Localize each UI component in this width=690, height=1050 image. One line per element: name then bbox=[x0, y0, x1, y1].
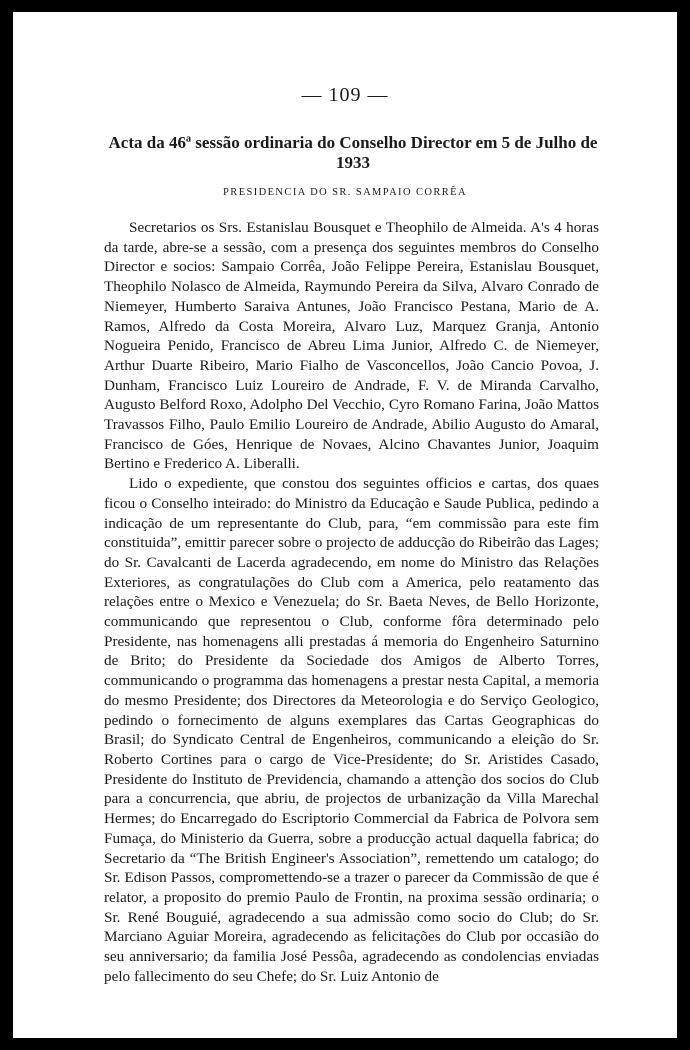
document-page bbox=[13, 12, 677, 1038]
document-title: Acta da 46ª sessão ordinaria do Conselho Director em 5 de Julho de 1933 bbox=[108, 133, 598, 172]
document-body bbox=[104, 218, 599, 986]
page-number: — 109 — bbox=[301, 84, 389, 106]
paragraph: Lido o expediente, que constou dos seguintes officios e cartas, dos quaes ficou o Conselho inteirado: do Ministro da Educação e Saude Publica, pedindo a indicação de um representante do Club, para, “em commissão para este fim constituida”, emittir parecer sobre o projecto de adducção do Ribeirão das Lages; do Sr. Cavalcanti de Lacerda agradecendo, em nome do Ministro das Relações Exteriores, as congratulações do Club com a America, pelo reatamento das relações entre o Mexico e Venezuela; do Sr. Baeta Neves, de Bello Horizonte, communicando que representou o Club, conforme fôra determinado pelo Presidente, nas homenagens alli prestadas á memoria do Engenheiro Saturnino de Brito; do Presidente da Sociedade dos Amigos de Alberto Torres, communicando o programma das homenagens a prestar nesta Capital, a memoria do mesmo Presidente; dos Directores da Meteorologia e do Serviço Geologico, pedindo o fornecimento de alguns exemplares das Cartas Geographicas do Brasil; do Syndicato Central de Engenheiros, communicando a eleição do Sr. Roberto Cortines para o cargo de Vice-Presidente; do Sr. Aristides Casado, Presidente do Instituto de Previdencia, chamando a attenção dos socios do Club para a concurrencia, que abriu, de projectos de urbanização da Villa Marechal Hermes; do Encarregado do Escriptorio Commercial da Fabrica de Polvora sem Fumaça, do Ministerio da Guerra, sobre a producção actual daquella fabrica; do Secretario da “The British Engineer's Association”, remettendo um catalogo; do Sr. Edison Passos, compromettendo-se a trazer o parecer da Commissão de que é relator, a proposito do premio Paulo de Frontin, na proxima sessão ordinaria; o Sr. René Bouguié, agradecendo a sua admissão como socio do Club; do Sr. Marciano Aguiar Moreira, agradecendo as felicitações do Club por occasião do seu anniversario; da familia José Pessôa, agradecendo as condolencias enviadas pelo fallecimento do seu Chefe; do Sr. Luiz Antonio de bbox=[104, 475, 599, 985]
paragraph: Secretarios os Srs. Estanislau Bousquet e Theophilo de Almeida. A's 4 horas da tarde, abre-se a sessão, com a presença dos seguintes membros do Conselho Director e socios: Sampaio Corrêa, João Felippe Pereira, Estanislau Bousquet, Theophilo Nolasco de Almeida, Raymundo Pereira da Silva, Alvaro Conrado de Niemeyer, Humberto Saraiva Antunes, João Francisco Pestana, Mario de A. Ramos, Alfredo da Costa Moreira, Alvaro Luz, Marquez Granja, Antonio Nogueira Penido, Francisco de Abreu Lima Junior, Alfredo C. de Niemeyer, Arthur Duarte Ribeiro, Mario Fialho de Vasconcellos, João Cancio Povoa, J. Dunham, Francisco Luiz Loureiro de Andrade, F. V. de Miranda Carvalho, Augusto Belford Roxo, Adolpho Del Vecchio, Cyro Romano Farina, João Mattos Travassos Filho, Paulo Emilio Loureiro de Andrade, Abilio Augusto do Amaral, Francisco de Góes, Henrique de Novaes, Alcino Chavantes Junior, Joaquim Bertino e Frederico A. Liberalli. bbox=[104, 219, 599, 473]
presidency-line: PRESIDENCIA DO SR. SAMPAIO CORRÊA bbox=[223, 187, 467, 198]
